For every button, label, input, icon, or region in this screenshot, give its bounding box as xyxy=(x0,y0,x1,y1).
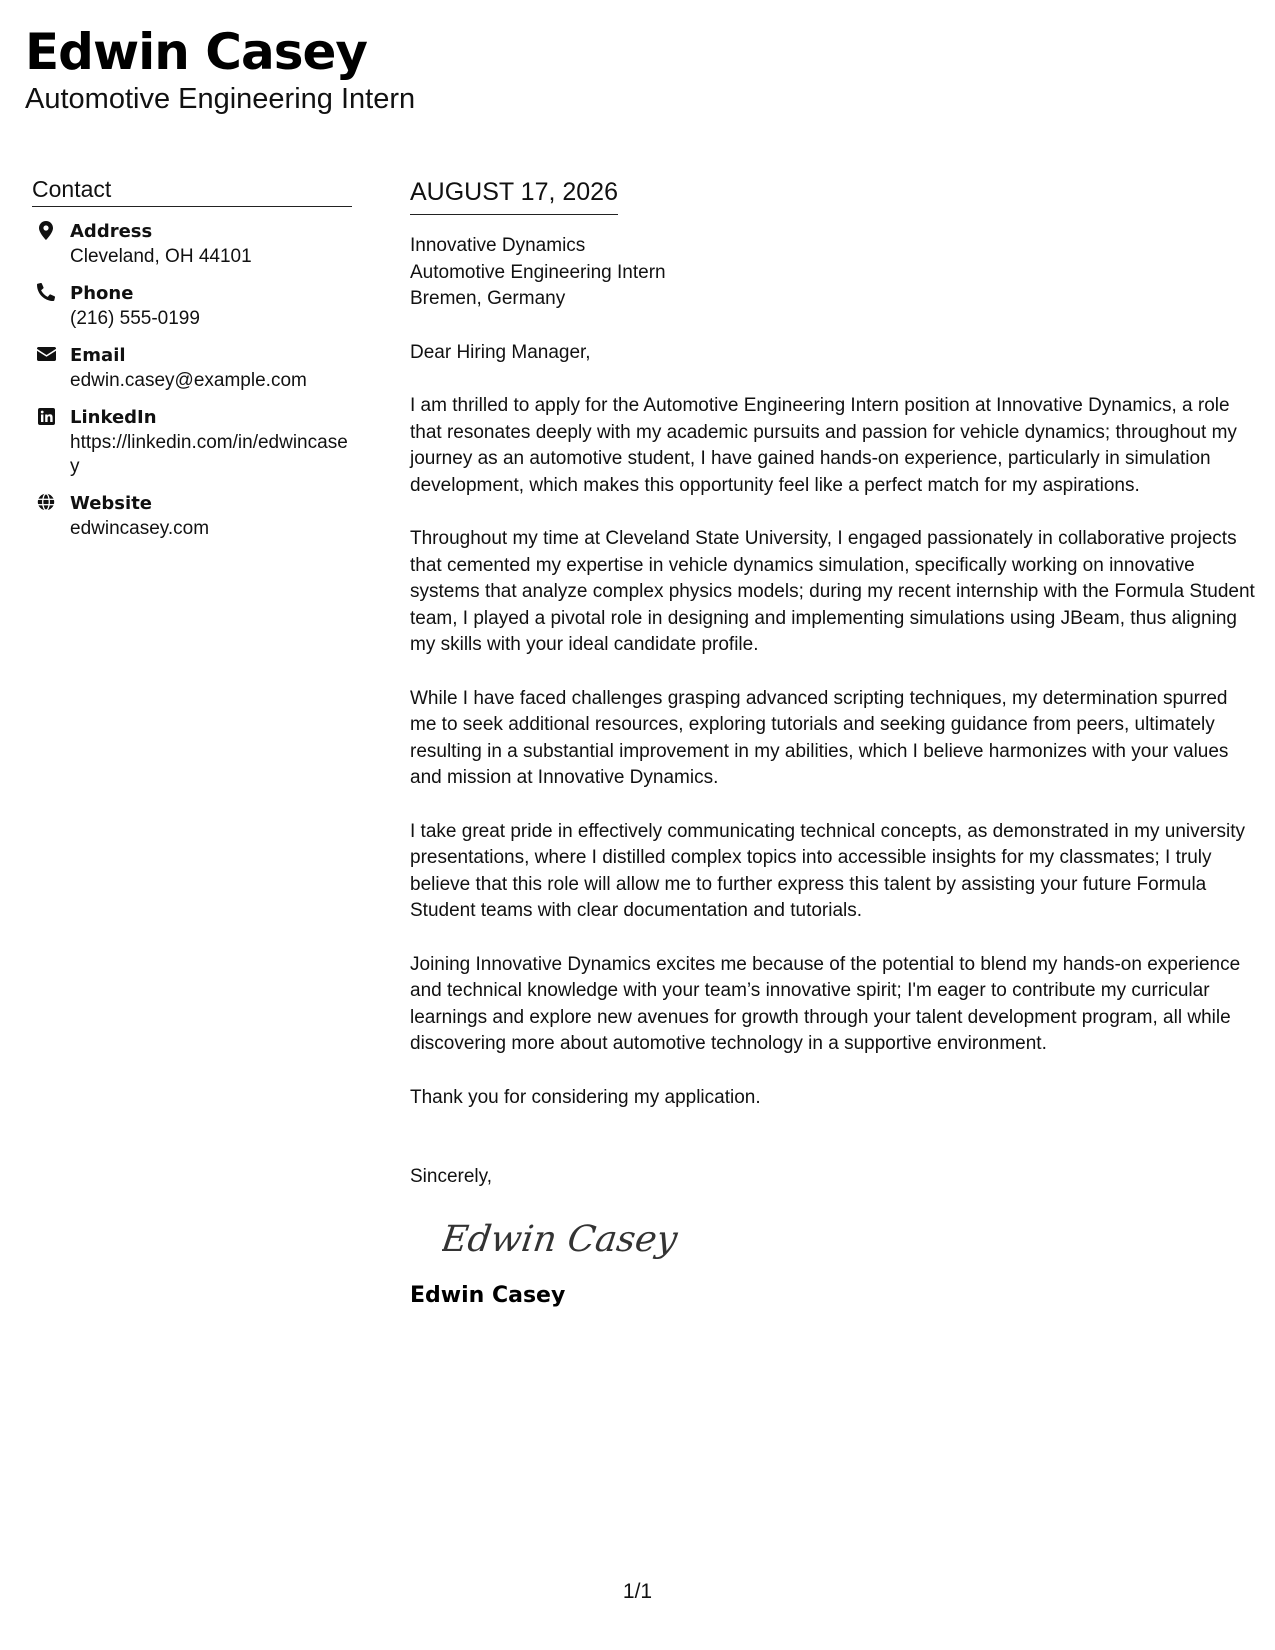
email-value[interactable]: edwin.casey@example.com xyxy=(70,370,307,391)
contact-item-email xyxy=(32,343,352,393)
letter-body xyxy=(410,176,1255,1311)
contact-item-website xyxy=(32,491,352,541)
website-value[interactable]: edwincasey.com xyxy=(70,518,210,539)
letter-paragraph: While I have faced challenges grasping advanced scripting techniques, my determination spurred me to seek additional resources, exploring tutorials and seeking guidance from peers, ultimately resulting in a substantial improvement in my abilities, which I believe harmonizes with your values and mission at Innovative Dynamics. xyxy=(410,687,1229,788)
recipient-location: Bremen, Germany xyxy=(410,288,566,309)
page-number: 1/1 xyxy=(622,1580,653,1603)
letter-paragraph: I take great pride in effectively communicating technical concepts, as demonstrated in my university presentations, where I distilled complex topics into accessible insights for my classmates; I truly believe that this role will allow me to further express this talent by assisting your future Formula Student teams with clear documentation and tutorials. xyxy=(410,820,1245,921)
letter-paragraph: Throughout my time at Cleveland State University, I engaged passionately in collaborative projects that cemented my expertise in vehicle dynamics simulation, specifically working on innovative systems that analyze complex physics models; during my recent internship with the Formula Student team, I played a pivotal role in designing and implementing simulations using JBeam, thus aligning my skills with your ideal candidate profile. xyxy=(410,528,1255,655)
map-pin-icon xyxy=(36,219,56,241)
contact-sidebar xyxy=(32,174,352,553)
handwritten-signature xyxy=(442,1209,1255,1267)
contact-label: Website xyxy=(70,493,153,514)
letter-paragraph: Joining Innovative Dynamics excites me because of the potential to blend my hands-on experience and technical knowledge with your team’s innovative spirit; I'm eager to contribute my curricular learnings and explore new avenues for growth through your talent development program, all while discovering more about automotive technology in a supportive environment. xyxy=(410,953,1241,1054)
contact-label: Phone xyxy=(70,283,134,304)
contact-label: LinkedIn xyxy=(70,407,157,428)
letter-paragraph: I am thrilled to apply for the Automotive Engineering Intern position at Innovative Dynamics, a role that resonates deeply with my academic pursuits and passion for vehicle dynamics; throughout my journey as an automotive student, I have gained hands-on experience, particularly in simulation development, which makes this opportunity feel like a perfect match for my aspirations. xyxy=(410,395,1237,496)
resume-header xyxy=(25,22,415,116)
letter-paragraph: Thank you for considering my application. xyxy=(410,1086,761,1108)
globe-icon xyxy=(36,491,56,513)
contact-item-address xyxy=(32,219,352,269)
contact-item-phone xyxy=(32,281,352,331)
phone-icon xyxy=(36,281,56,303)
svg-text:Edwin Casey: Edwin Casey xyxy=(442,1216,681,1260)
applicant-name: Edwin Casey xyxy=(25,23,367,81)
linkedin-value[interactable]: https://linkedin.com/in/edwincasey xyxy=(70,432,348,477)
contact-label: Address xyxy=(70,221,153,242)
contact-heading: Contact xyxy=(32,174,352,207)
recipient-position: Automotive Engineering Intern xyxy=(410,261,666,283)
closing: Sincerely, xyxy=(410,1166,493,1187)
signer-name: Edwin Casey xyxy=(410,1282,566,1308)
letter-date: AUGUST 17, 2026 xyxy=(410,176,618,215)
salutation: Dear Hiring Manager, xyxy=(410,341,591,363)
linkedin-icon xyxy=(36,405,56,427)
contact-label: Email xyxy=(70,345,126,366)
contact-item-linkedin xyxy=(32,405,352,479)
address-value: Cleveland, OH 44101 xyxy=(70,246,252,267)
phone-value: (216) 555-0199 xyxy=(70,308,200,329)
applicant-title: Automotive Engineering Intern xyxy=(25,83,416,115)
envelope-icon xyxy=(36,343,56,365)
recipient-company: Innovative Dynamics xyxy=(410,235,586,256)
recipient-block xyxy=(410,233,1255,313)
